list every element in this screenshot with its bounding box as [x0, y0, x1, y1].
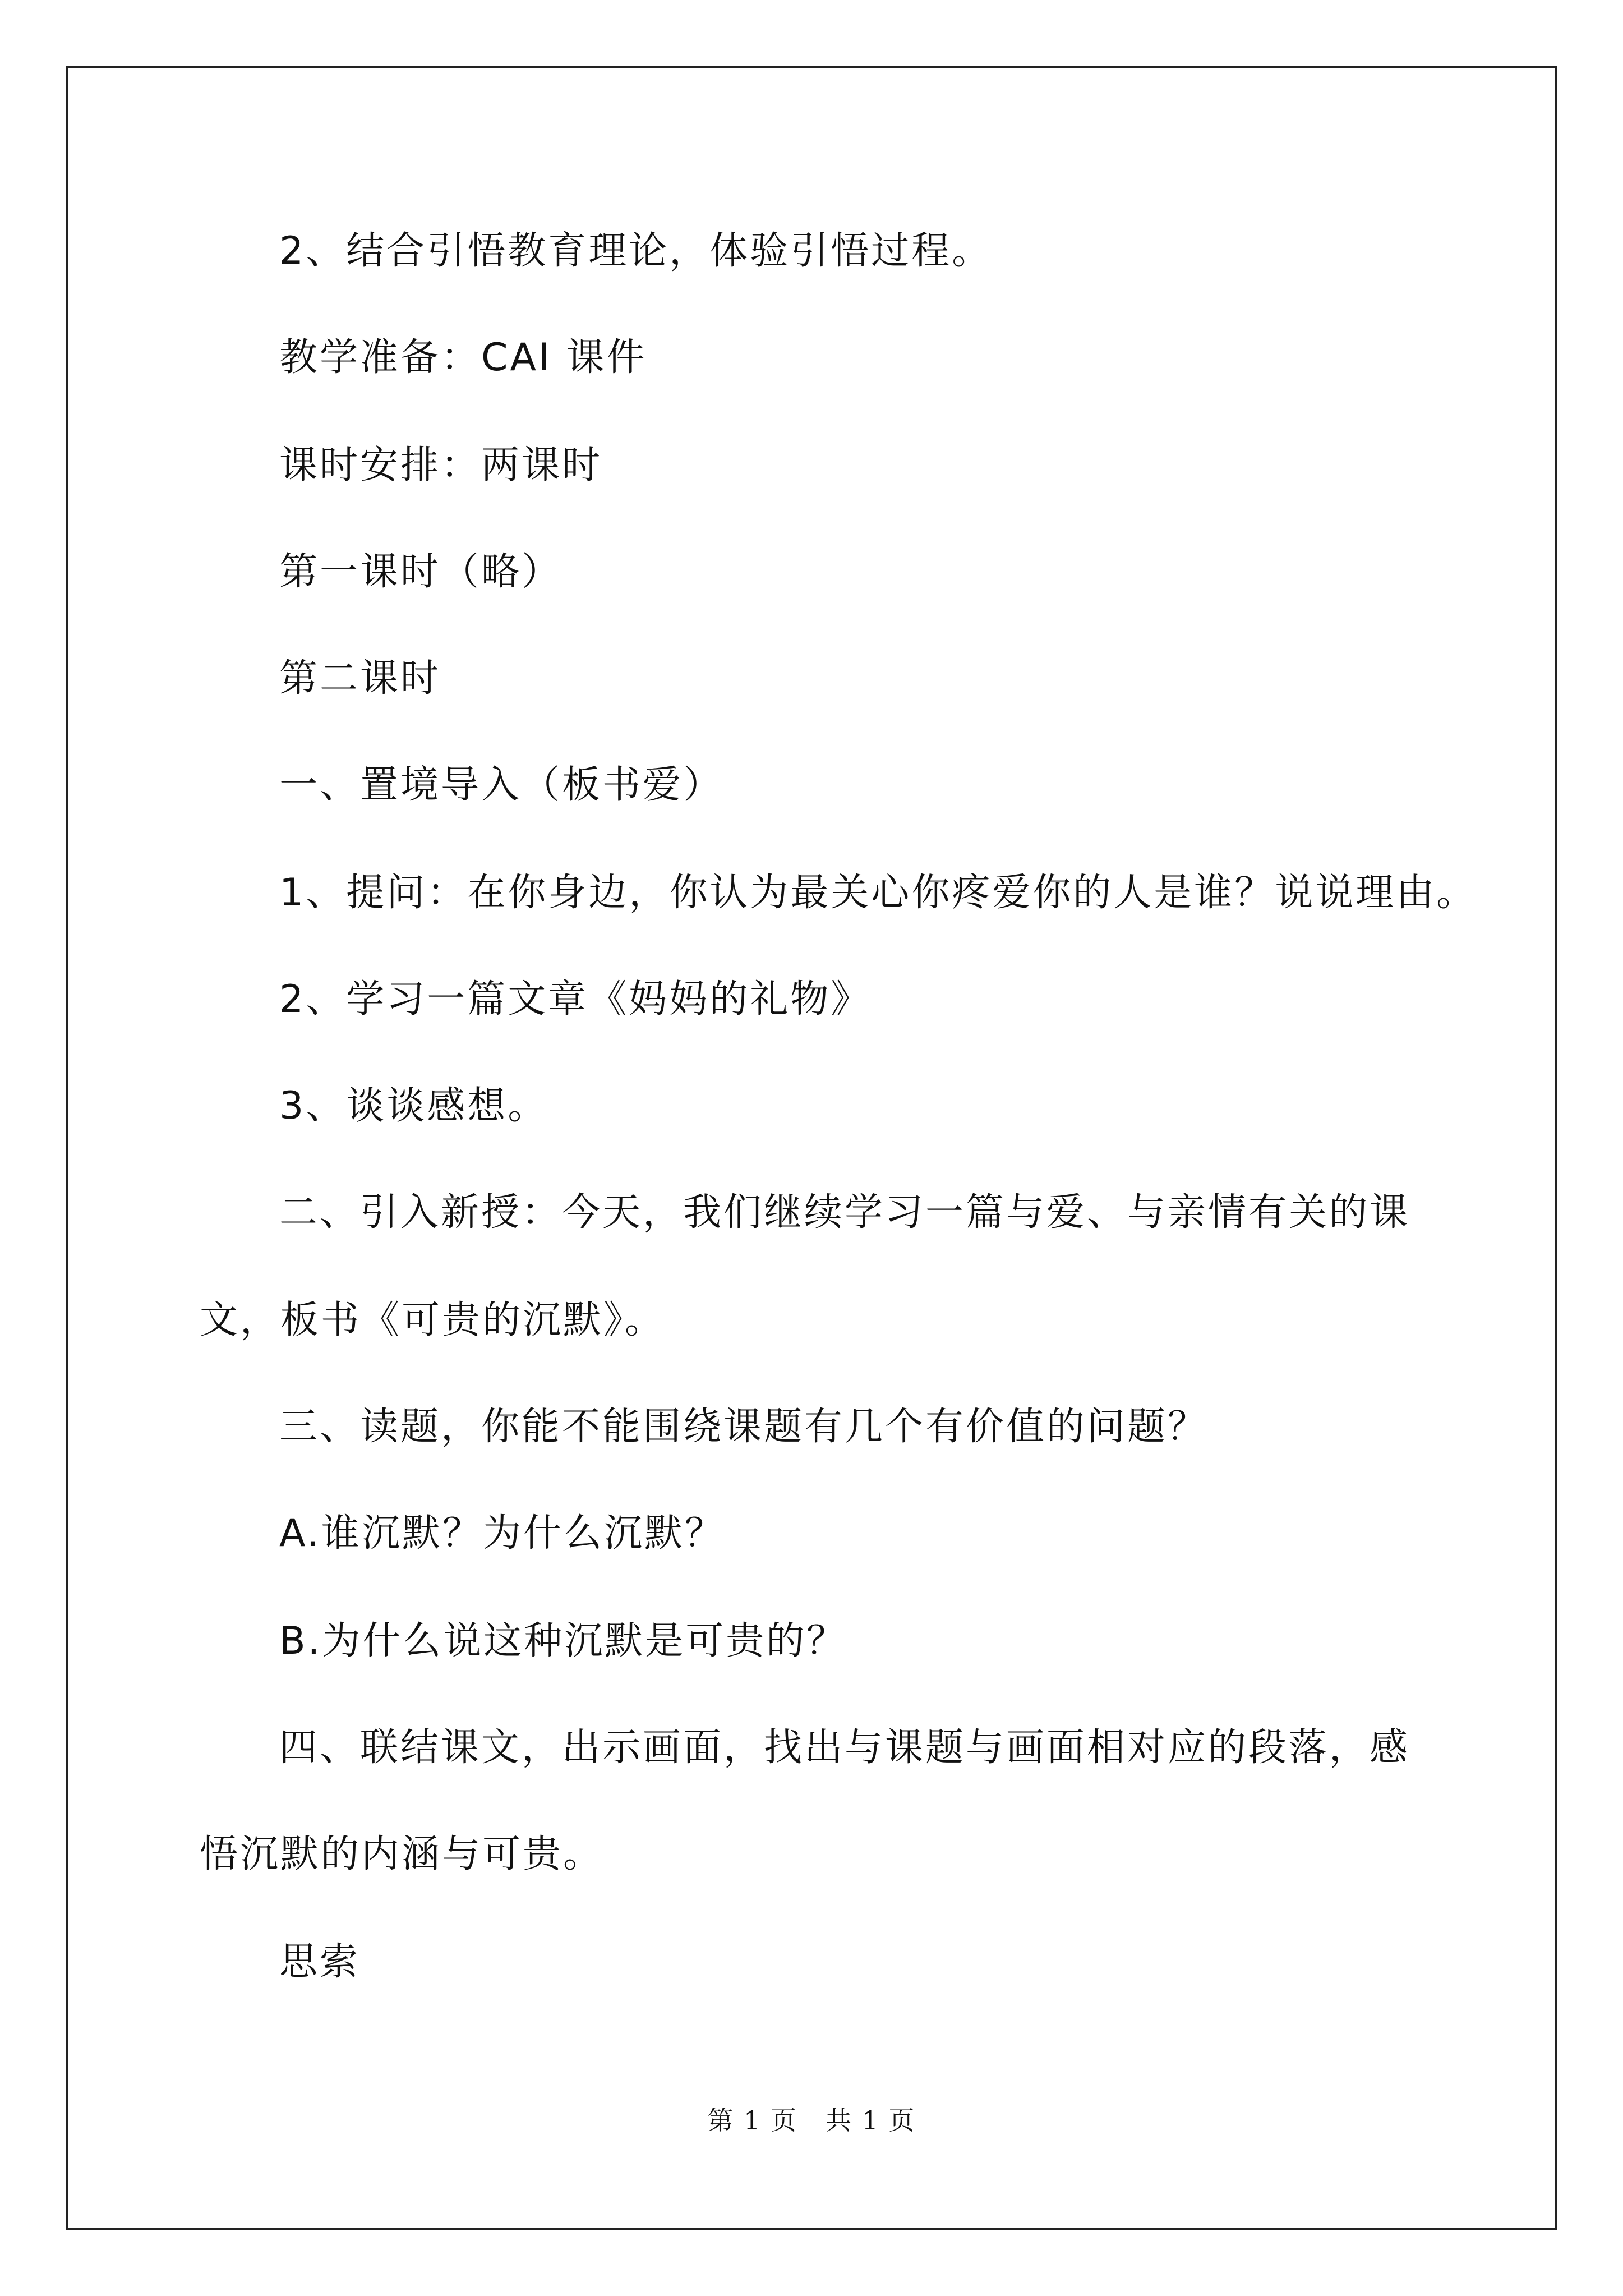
section-heading: 一、置境导入（板书爱）: [279, 763, 724, 807]
doc-line: 课时安排：两课时: [279, 443, 603, 487]
page-number-current: 第 1 页: [707, 2105, 797, 2136]
doc-line: 第二课时: [279, 656, 441, 701]
section-heading: 二、引入新授：今天，我们继续学习一篇与爱、与亲情有关的课: [279, 1190, 1410, 1235]
page-number-total: 共 1 页: [826, 2105, 916, 2136]
doc-line: 思索: [279, 1940, 361, 1984]
page-border: [66, 66, 1557, 2230]
section-heading: 四、联结课文，出示画面，找出与课题与画面相对应的段落，感: [279, 1726, 1410, 1770]
doc-line: 2、学习一篇文章《妈妈的礼物》: [279, 977, 872, 1022]
doc-line: A.谁沉默？为什么沉默？: [279, 1511, 725, 1556]
doc-line: 悟沉默的内涵与可贵。: [200, 1832, 604, 1876]
doc-line: 1、提问：在你身边，你认为最关心你疼爱你的人是谁？说说理由。: [279, 871, 1477, 915]
doc-line: 教学准备：CAI 课件: [279, 335, 647, 380]
page-footer: [0, 2104, 1623, 2137]
doc-line: 第一课时（略）: [279, 550, 562, 594]
doc-line: B.为什么说这种沉默是可贵的？: [279, 1619, 847, 1663]
doc-line: 3、谈谈感想。: [279, 1084, 548, 1128]
section-heading: 三、读题，你能不能围绕课题有几个有价值的问题？: [279, 1405, 1209, 1449]
doc-line: 2、结合引悟教育理论，体验引悟过程。: [279, 229, 993, 273]
doc-line: 文，板书《可贵的沉默》。: [200, 1298, 666, 1342]
